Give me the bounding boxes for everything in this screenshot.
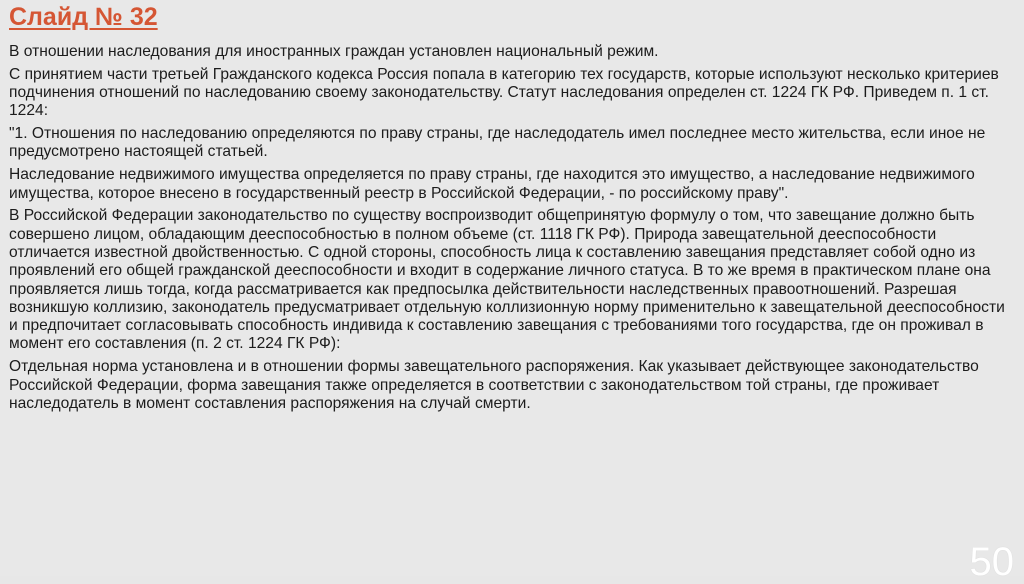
paragraph-article-quote-2: Наследование недвижимого имущества определяется по праву страны, где находится это имущество, а наследование недвижимого имущества, которое внесено в государственный реестр в Российской Федерации, - по российскому праву". — [9, 166, 975, 202]
slide-body — [9, 43, 1014, 418]
slide-title: Слайд № 32 — [9, 3, 158, 31]
paragraph-will-form: Отдельная норма установлена и в отношении формы завещательного распоряжения. Как указывает действующее законодательство Российской Федерации, форма завещания также определяется в соответствии с законодательством той страны, где проживает наследодатель в момент составления распоряжения на случай смерти. — [9, 358, 979, 412]
paragraph-testamentary-capacity: В Российской Федерации законодательство по существу воспроизводит общепринятую формулу о том, что завещание должно быть совершено лицом, обладающим дееспособностью в полном объеме (ст. 1118 ГК РФ). Природа завещательной дееспособности отличается известной двойственностью. С одной стороны, способность лица к составлению завещания представляет собой одно из проявлений его общей гражданской дееспособности и входит в содержание личного статуса. В то же время в практическом плане она проявляется лишь тогда, когда рассматривается как предпосылка действительности наследственных правоотношений. Разрешая возникшую коллизию, законодатель предусматривает отдельную коллизионную норму применительно к завещательной дееспособности и предпочитает согласовывать способность индивида к составлению завещания с требованиями того государства, где он проживал в момент его составления (п. 2 ст. 1224 ГК РФ): — [9, 207, 1005, 353]
paragraph-national-regime: В отношении наследования для иностранных граждан установлен национальный режим. — [9, 43, 659, 60]
page-number: 50 — [969, 540, 1014, 584]
paragraph-article-quote-1: "1. Отношения по наследованию определяются по праву страны, где наследодатель имел последнее место жительства, если иное не предусмотрено настоящей статьей. — [9, 125, 986, 161]
paragraph-criteria: С принятием части третьей Гражданского кодекса Россия попала в категорию тех государств, которые используют несколько критериев подчинения отношений по наследованию своему законодательству. Статут наследования определен ст. 1224 ГК РФ. Приведем п. 1 ст. 1224: — [9, 65, 999, 120]
